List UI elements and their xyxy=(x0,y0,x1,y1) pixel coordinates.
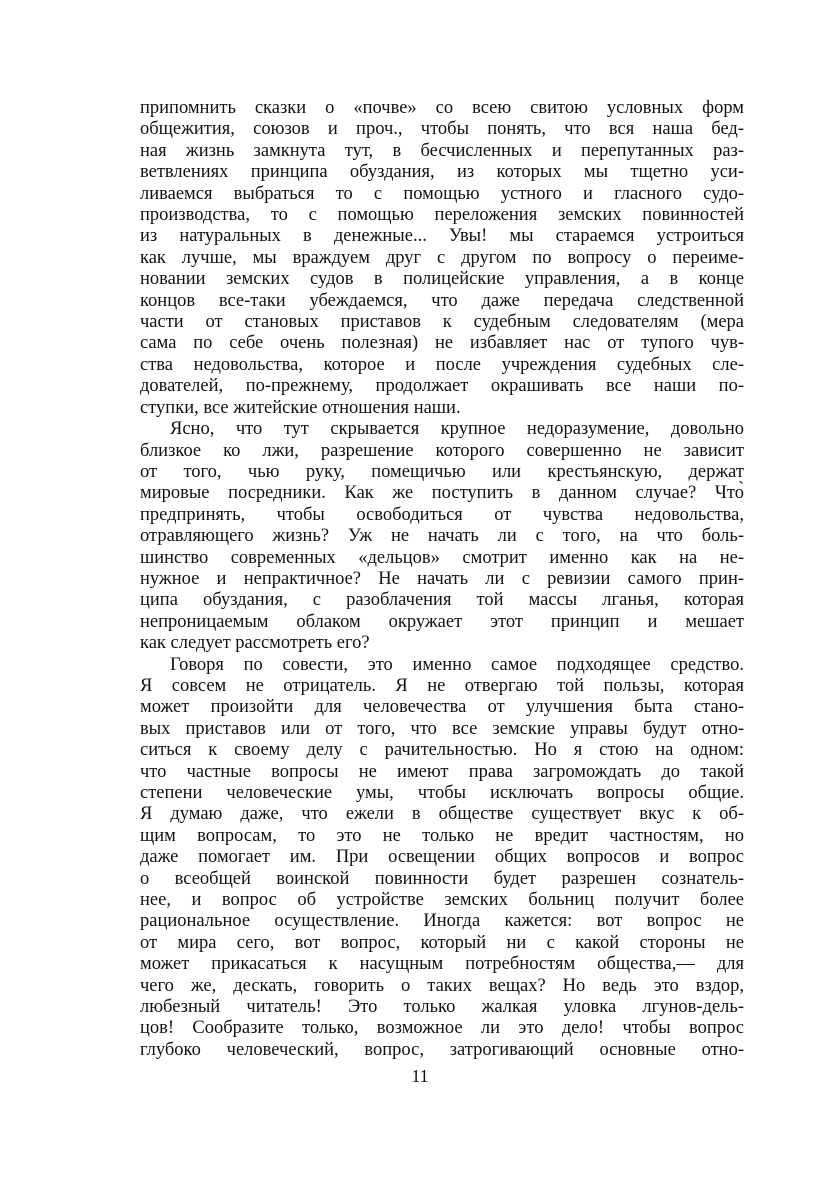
text-line: вых приставов или от того, что все земские управы будут отно- xyxy=(140,718,744,739)
text-line: Я совсем не отрицатель. Я не отвергаю той пользы, которая xyxy=(140,675,744,696)
text-line: даже помогает им. При освещении общих вопросов и вопрос xyxy=(140,847,744,868)
text-line: общежития, союзов и проч., чтобы понять, что вся наша бед- xyxy=(140,119,744,140)
text-line: непроницаемым облаком окружает этот принцип и мешает xyxy=(140,611,744,632)
text-line: отравляющего жизнь? Уж не начать ли с того, на что боль- xyxy=(140,526,744,547)
text-line: припомнить сказки о «почве» со всею свитою условных форм xyxy=(140,98,744,118)
text-line: может прикасаться к насущным потребностям общества,— для xyxy=(140,954,744,975)
text-line: чего же, дескать, говорить о таких вещах? Но ведь это вздор, xyxy=(140,975,744,996)
text-line: что частные вопросы не имеют права загромождать до такой xyxy=(140,761,744,782)
text-line: сама по себе очень полезная) не избавляет нас от тупого чув- xyxy=(140,333,744,354)
text-line: производства, то с помощью переложения земских повинностей xyxy=(140,205,744,226)
text-line: ципа обуздания, с разоблачения той массы лганья, которая xyxy=(140,590,744,611)
text-line: новании земских судов в полицейские управления, а в конце xyxy=(140,269,744,290)
text-line: как следует рассмотреть его? xyxy=(140,633,370,654)
text-line: части от становых приставов к судебным следователям (мера xyxy=(140,312,744,333)
text-line: нее, и вопрос об устройстве земских больниц получит более xyxy=(140,890,744,911)
text-line: предпринять, чтобы освободиться от чувства недовольства, xyxy=(140,504,744,525)
page-text xyxy=(140,98,744,1061)
text-line: ная жизнь замкнута тут, в бесчисленных и перепутанных раз- xyxy=(140,140,744,161)
text-line: щим вопросам, то это не только не вредит частностям, но xyxy=(140,825,744,846)
text-line: цов! Сообразите только, возможное ли это дело! чтобы вопрос xyxy=(140,1018,744,1039)
text-line: от мира сего, вот вопрос, который ни с какой стороны не xyxy=(140,932,744,953)
paragraph xyxy=(140,655,744,1062)
text-line: ветвлениях принципа обуздания, из которых мы тщетно уси- xyxy=(140,162,744,183)
text-line: глубоко человеческий, вопрос, затрогивающий основные отно- xyxy=(140,1039,744,1060)
text-line: шинство современных «дельцов» смотрит именно как на не- xyxy=(140,547,744,568)
text-line: нужное и непрактичное? Не начать ли с ревизии самого прин- xyxy=(140,568,744,589)
text-line: Говоря по совести, это именно самое подходящее средство. xyxy=(170,654,744,675)
text-line: Я думаю даже, что ежели в обществе существует вкус к об- xyxy=(140,804,744,825)
text-line: рациональное осуществление. Иногда кажется: вот вопрос не xyxy=(140,911,744,932)
text-line: Ясно, что тут скрывается крупное недоразумение, довольно xyxy=(170,419,744,440)
paragraph xyxy=(140,419,744,654)
text-line: ситься к своему делу с рачительностью. Но я стою на одном: xyxy=(140,740,744,761)
text-line: мировые посредники. Как же поступить в данном случае? Что̀ xyxy=(140,483,744,504)
page-number: 11 xyxy=(411,1066,429,1086)
text-line: ства недовольства, которое и после учреждения судебных сле- xyxy=(140,354,744,375)
text-line: ступки, все житейские отношения наши. xyxy=(140,397,461,418)
text-line: может произойти для человечества от улучшения быта стано- xyxy=(140,697,744,718)
text-line: как лучше, мы враждуем друг с другом по вопросу о переиме- xyxy=(140,247,744,268)
text-line: степени человеческие умы, чтобы исключать вопросы общие. xyxy=(140,783,744,803)
text-line: о всеобщей воинской повинности будет разрешен сознатель- xyxy=(140,868,744,889)
text-line: из натуральных в денежные... Увы! мы стараемся устроиться xyxy=(140,226,744,247)
text-line: ливаемся выбраться то с помощью устного и гласного судо- xyxy=(140,183,744,204)
text-line: от того, чью руку, помещичью или крестьянскую, держат xyxy=(140,461,744,482)
paragraph xyxy=(140,98,744,419)
text-line: концов все-таки убеждаемся, что даже передача следственной xyxy=(140,290,744,311)
text-line: дователей, по-прежнему, продолжает окрашивать все наши по- xyxy=(140,376,744,397)
text-line: близкое ко лжи, разрешение которого совершенно не зависит xyxy=(140,440,744,461)
text-line: любезный читатель! Это только жалкая уловка лгунов-дель- xyxy=(140,997,744,1018)
